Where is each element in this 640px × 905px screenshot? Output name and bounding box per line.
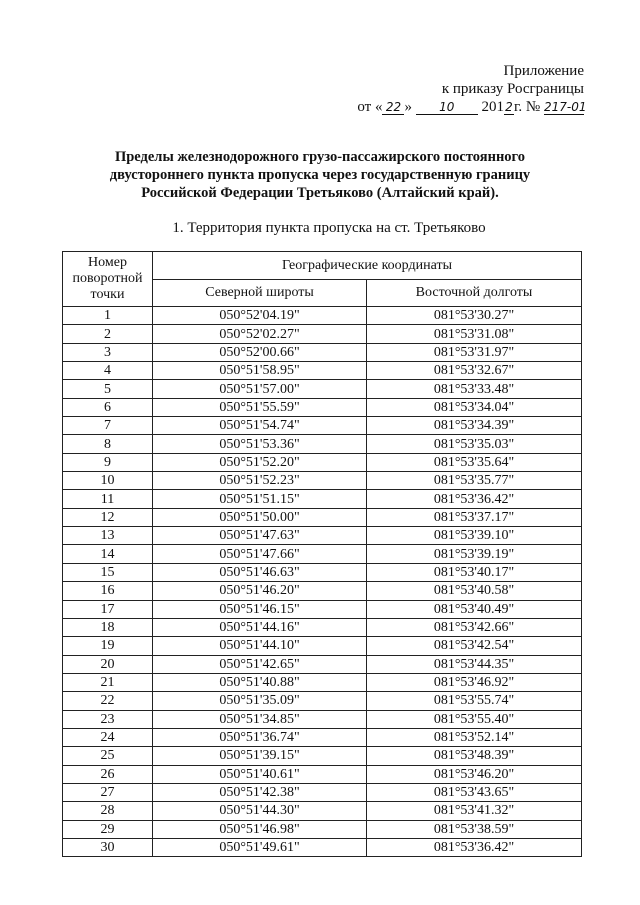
point-number-cell: 8	[63, 435, 153, 453]
point-number-cell: 18	[63, 618, 153, 636]
table-row	[63, 802, 582, 820]
longitude-cell: 081°53'34.39"	[367, 417, 582, 435]
latitude-cell: 050°51'54.74"	[153, 417, 367, 435]
table-row	[63, 508, 582, 526]
header-geo-coordinates: Географические координаты	[153, 252, 582, 280]
longitude-cell: 081°53'34.04"	[367, 398, 582, 416]
handwritten-order-number: 217-01	[544, 100, 587, 114]
point-number-cell: 26	[63, 765, 153, 783]
longitude-cell: 081°53'32.67"	[367, 362, 582, 380]
latitude-cell: 050°51'46.15"	[153, 600, 367, 618]
handwritten-year-digit: 2	[505, 100, 513, 114]
longitude-cell: 081°53'31.08"	[367, 325, 582, 343]
latitude-cell: 050°51'35.09"	[153, 692, 367, 710]
latitude-cell: 050°51'46.20"	[153, 582, 367, 600]
coordinates-table	[62, 251, 582, 857]
point-number-cell: 6	[63, 398, 153, 416]
latitude-cell: 050°51'51.15"	[153, 490, 367, 508]
latitude-cell: 050°51'36.74"	[153, 728, 367, 746]
table-row	[63, 747, 582, 765]
latitude-cell: 050°52'04.19"	[153, 307, 367, 325]
point-number-cell: 16	[63, 582, 153, 600]
latitude-cell: 050°51'47.66"	[153, 545, 367, 563]
longitude-cell: 081°53'48.39"	[367, 747, 582, 765]
point-number-cell: 3	[63, 343, 153, 361]
table-row	[63, 380, 582, 398]
point-number-cell: 19	[63, 637, 153, 655]
header-longitude: Восточной долготы	[367, 280, 582, 307]
latitude-cell: 050°51'58.95"	[153, 362, 367, 380]
longitude-cell: 081°53'33.48"	[367, 380, 582, 398]
table-row	[63, 655, 582, 673]
latitude-cell: 050°51'44.30"	[153, 802, 367, 820]
appendix-label: Приложение	[503, 63, 584, 79]
point-number-cell: 11	[63, 490, 153, 508]
table-row	[63, 563, 582, 581]
point-number-cell: 30	[63, 838, 153, 856]
document-title	[40, 148, 600, 202]
latitude-cell: 050°51'55.59"	[153, 398, 367, 416]
point-number-cell: 13	[63, 527, 153, 545]
longitude-cell: 081°53'35.03"	[367, 435, 582, 453]
table-row	[63, 838, 582, 856]
latitude-cell: 050°51'34.85"	[153, 710, 367, 728]
title-line-1: Пределы железнодорожного грузо-пассажирского постоянного	[114, 149, 526, 165]
point-number-cell: 27	[63, 783, 153, 801]
table-row	[63, 710, 582, 728]
table-row	[63, 692, 582, 710]
latitude-cell: 050°51'42.65"	[153, 655, 367, 673]
year-suffix: г. №	[513, 99, 541, 115]
table-row	[63, 820, 582, 838]
table-row	[63, 673, 582, 691]
point-number-cell: 17	[63, 600, 153, 618]
latitude-cell: 050°51'52.20"	[153, 453, 367, 471]
coordinates-table-body	[63, 307, 582, 857]
title-line-3: Российской Федерации Третьяково (Алтайский край).	[141, 185, 499, 201]
table-row	[63, 490, 582, 508]
table-row	[63, 435, 582, 453]
latitude-cell: 050°51'40.88"	[153, 673, 367, 691]
latitude-cell: 050°51'46.98"	[153, 820, 367, 838]
year-prefix: 201	[481, 99, 504, 115]
handwritten-day: 22	[382, 101, 404, 115]
point-number-cell: 5	[63, 380, 153, 398]
longitude-cell: 081°53'55.74"	[367, 692, 582, 710]
latitude-cell: 050°51'47.63"	[153, 527, 367, 545]
point-number-cell: 29	[63, 820, 153, 838]
table-row	[63, 637, 582, 655]
point-number-cell: 15	[63, 563, 153, 581]
point-number-cell: 12	[63, 508, 153, 526]
longitude-cell: 081°53'43.65"	[367, 783, 582, 801]
longitude-cell: 081°53'39.19"	[367, 545, 582, 563]
longitude-cell: 081°53'40.58"	[367, 582, 582, 600]
point-number-cell: 24	[63, 728, 153, 746]
longitude-cell: 081°53'38.59"	[367, 820, 582, 838]
longitude-cell: 081°53'35.64"	[367, 453, 582, 471]
longitude-cell: 081°53'40.49"	[367, 600, 582, 618]
title-line-2: двустороннего пункта пропуска через государственную границу	[109, 167, 531, 183]
latitude-cell: 050°51'42.38"	[153, 783, 367, 801]
longitude-cell: 081°53'36.42"	[367, 490, 582, 508]
table-row	[63, 618, 582, 636]
latitude-cell: 050°51'52.23"	[153, 472, 367, 490]
latitude-cell: 050°51'57.00"	[153, 380, 367, 398]
point-number-cell: 7	[63, 417, 153, 435]
point-number-cell: 23	[63, 710, 153, 728]
longitude-cell: 081°53'36.42"	[367, 838, 582, 856]
section-title: 1. Территория пункта пропуска на ст. Третьяково	[172, 220, 486, 236]
longitude-cell: 081°53'44.35"	[367, 655, 582, 673]
table-row	[63, 325, 582, 343]
latitude-cell: 050°51'39.15"	[153, 747, 367, 765]
longitude-cell: 081°53'37.17"	[367, 508, 582, 526]
latitude-cell: 050°51'53.36"	[153, 435, 367, 453]
longitude-cell: 081°53'52.14"	[367, 728, 582, 746]
order-date-number	[357, 98, 587, 116]
longitude-cell: 081°53'35.77"	[367, 472, 582, 490]
handwritten-month: 10	[416, 101, 478, 115]
header-point-number: Номер поворотной точки	[63, 252, 153, 307]
point-number-cell: 20	[63, 655, 153, 673]
point-number-cell: 21	[63, 673, 153, 691]
table-row	[63, 582, 582, 600]
latitude-cell: 050°51'49.61"	[153, 838, 367, 856]
latitude-cell: 050°51'44.16"	[153, 618, 367, 636]
longitude-cell: 081°53'55.40"	[367, 710, 582, 728]
point-number-cell: 14	[63, 545, 153, 563]
latitude-cell: 050°51'44.10"	[153, 637, 367, 655]
longitude-cell: 081°53'30.27"	[367, 307, 582, 325]
table-row	[63, 307, 582, 325]
longitude-cell: 081°53'41.32"	[367, 802, 582, 820]
header-latitude: Северной широты	[153, 280, 367, 307]
table-row	[63, 343, 582, 361]
longitude-cell: 081°53'39.10"	[367, 527, 582, 545]
table-row	[63, 417, 582, 435]
point-number-cell: 1	[63, 307, 153, 325]
table-row	[63, 765, 582, 783]
point-number-cell: 25	[63, 747, 153, 765]
point-number-cell: 10	[63, 472, 153, 490]
longitude-cell: 081°53'40.17"	[367, 563, 582, 581]
table-row	[63, 545, 582, 563]
longitude-cell: 081°53'42.66"	[367, 618, 582, 636]
latitude-cell: 050°51'46.63"	[153, 563, 367, 581]
table-row	[63, 362, 582, 380]
table-row	[63, 472, 582, 490]
latitude-cell: 050°52'00.66"	[153, 343, 367, 361]
latitude-cell: 050°52'02.27"	[153, 325, 367, 343]
point-number-cell: 2	[63, 325, 153, 343]
longitude-cell: 081°53'46.20"	[367, 765, 582, 783]
table-row	[63, 527, 582, 545]
quote-close: »	[404, 99, 412, 115]
latitude-cell: 050°51'50.00"	[153, 508, 367, 526]
point-number-cell: 22	[63, 692, 153, 710]
longitude-cell: 081°53'46.92"	[367, 673, 582, 691]
table-row	[63, 600, 582, 618]
longitude-cell: 081°53'31.97"	[367, 343, 582, 361]
point-number-cell: 4	[63, 362, 153, 380]
table-row	[63, 398, 582, 416]
point-number-cell: 9	[63, 453, 153, 471]
point-number-cell: 28	[63, 802, 153, 820]
table-row	[63, 453, 582, 471]
appendix-block	[357, 62, 587, 116]
order-reference: к приказу Росграницы	[441, 81, 584, 97]
table-row	[63, 728, 582, 746]
longitude-cell: 081°53'42.54"	[367, 637, 582, 655]
latitude-cell: 050°51'40.61"	[153, 765, 367, 783]
from-label: от «	[357, 99, 383, 115]
table-row	[63, 783, 582, 801]
